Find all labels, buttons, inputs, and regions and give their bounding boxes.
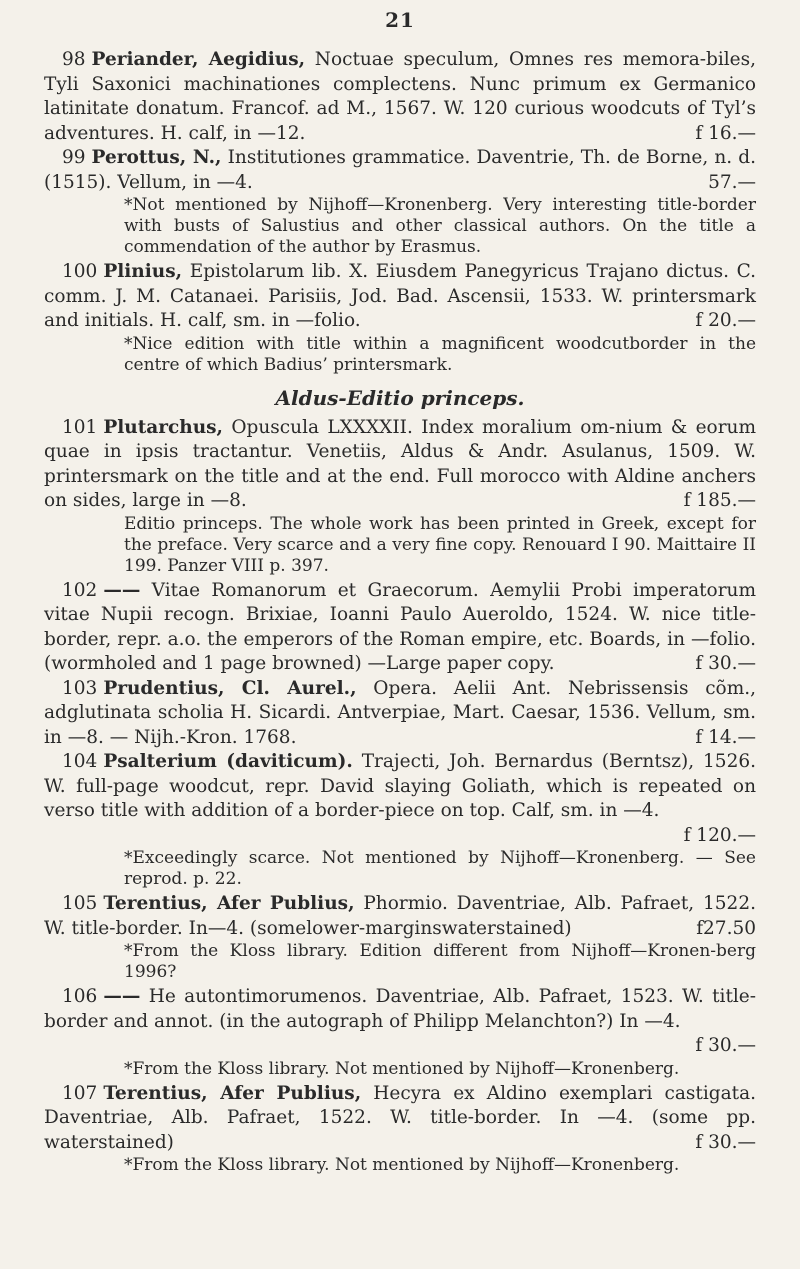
entry-price: f 185.— (683, 490, 756, 511)
entry-number: 102 (62, 579, 98, 601)
catalogue-entry (44, 677, 756, 751)
entry-description: Vitae Romanorum et Graecorum. Aemylii Probi imperatorum vitae Nupii recogn. Brixiae, Ioanni Paulo Aueroldo, 1524. W. nice title-border, repr. a.o. the emperors of the Roman empire, etc. Boards, in —folio. (wormholed and 1 page browned) —Large paper copy. (44, 579, 756, 674)
entry-description: Epistolarum lib. X. Eiusdem Panegyricus Trajano dictus. C. comm. J. M. Catanaei. Parisiis, Jod. Bad. Ascensii, 1533. W. printersmark and initials. H. calf, sm. in —folio. (44, 261, 756, 331)
entry-description: Noctuae speculum, Omnes res memora-biles, Tyli Saxonici machinationes complectens. Nunc primum ex Germanico latinitate donatum. Francof. ad M., 1567. W. 120 curious woodcuts of Tyl’s adventures. H. calf, in —12. (44, 49, 756, 144)
entry-author: Prudentius, Cl. Aurel., (103, 677, 357, 699)
catalogue-entry (44, 579, 756, 677)
entry-number: 101 (62, 416, 98, 438)
entry-number: 106 (62, 986, 98, 1007)
entry-price: f 30.— (695, 1035, 756, 1056)
catalogue-entry (44, 750, 756, 846)
entry-number: 99 (62, 147, 86, 168)
entry-note: Editio princeps. The whole work has been printed in Greek, except for the preface. Very scarce and a very fine copy. Renouard I 90. Maittaire II 199. Panzer VIII p. 397. (124, 513, 756, 576)
entry-number: 98 (62, 49, 86, 70)
catalogue-entry (44, 416, 756, 514)
entry-author: Psalterium (daviticum). (103, 751, 353, 772)
entry-price: f 16.— (695, 122, 756, 144)
entry-number: 104 (62, 751, 98, 772)
section-heading: Aldus-Editio princeps. (275, 385, 525, 410)
entry-description: He autontimorumenos. Daventriae, Alb. Pafraet, 1523. W. title-border and annot. (in the autograph of Philipp Melanchton?) In —4. (44, 986, 756, 1032)
entry-author: Perottus, N., (91, 147, 222, 168)
entry-note: *From the Kloss library. Not mentioned by Nijhoff—Kronenberg. (124, 1155, 680, 1175)
entry-author: —— (103, 986, 141, 1007)
entry-number: 107 (62, 1082, 98, 1104)
entry-author: Plinius, (103, 261, 183, 282)
entry-number: 105 (62, 893, 98, 914)
catalogue-entry (44, 1082, 756, 1156)
catalogue-entry (44, 985, 756, 1056)
entry-note: *Exceedingly scarce. Not mentioned by Nijhoff—Kronenberg. — See reprod. p. 22. (124, 848, 756, 889)
entry-description: Phormio. Daventriae, Alb. Pafraet, 1522. W. title-border. In—4. (somelower-marginswaterstained) (44, 893, 756, 939)
entry-price: 57.— (708, 171, 756, 193)
entry-price: f 30.— (695, 1131, 756, 1153)
entry-note: *From the Kloss library. Edition different from Nijhoff—Kronen-berg 1996? (124, 941, 756, 982)
entry-price: f 120.— (683, 824, 756, 846)
entry-author: Terentius, Afer Publius, (103, 893, 355, 914)
entry-price: f 14.— (695, 726, 756, 748)
entry-description: Opuscula LXXXXII. Index moralium om-nium & eorum quae in ipsis tractantur. Venetiis, Aldus & Andr. Asulanus, 1509. W. printersmark on the title and at the end. Full morocco with Aldine anchers on sides, large in —8. (44, 416, 756, 511)
catalogue-content (44, 48, 756, 1178)
entry-author: —— (103, 579, 141, 601)
catalogue-entry (44, 146, 756, 195)
entry-number: 100 (62, 261, 98, 282)
entry-description: Opera. Aelii Ant. Nebrissensis cõm., adglutinata scholia H. Sicardi. Antverpiae, Mart. Caesar, 1536. Vellum, sm. in —8. — Nijh.-Kron. 1768. (44, 677, 756, 748)
entry-author: Periander, Aegidius, (91, 49, 306, 70)
entry-author: Terentius, Afer Publius, (103, 1082, 362, 1104)
entry-number: 103 (62, 677, 98, 699)
entry-note: *From the Kloss library. Not mentioned by Nijhoff—Kronenberg. (124, 1058, 680, 1079)
entry-author: Plutarchus, (103, 416, 224, 438)
entry-price: f 30.— (695, 653, 756, 674)
entry-price: f27.50 (696, 917, 756, 939)
page-number: 21 (385, 8, 415, 32)
entry-description: Hecyra ex Aldino exemplari castigata. Daventriae, Alb. Pafraet, 1522. W. title-border. In —4. (some pp. waterstained) (44, 1082, 756, 1153)
entry-note: *Nice edition with title within a magnificent woodcutborder in the centre of which Badius’ printersmark. (124, 333, 756, 375)
entry-description: Trajecti, Joh. Bernardus (Berntsz), 1526. W. full-page woodcut, repr. David slaying Goliath, which is repeated on verso title with addition of a border-piece on top. Calf, sm. in —4. (44, 751, 756, 821)
entry-description: Institutiones grammatice. Daventrie, Th. de Borne, n. d. (1515). Vellum, in —4. (44, 147, 756, 193)
catalogue-entry (44, 892, 756, 941)
entry-note: *Not mentioned by Nijhoff—Kronenberg. Very interesting title-border with busts of Salustius and other classical authors. On the title a commendation of the author by Erasmus. (124, 195, 756, 257)
catalogue-entry (44, 48, 756, 146)
catalogue-entry (44, 260, 756, 334)
entry-price: f 20.— (695, 310, 756, 331)
